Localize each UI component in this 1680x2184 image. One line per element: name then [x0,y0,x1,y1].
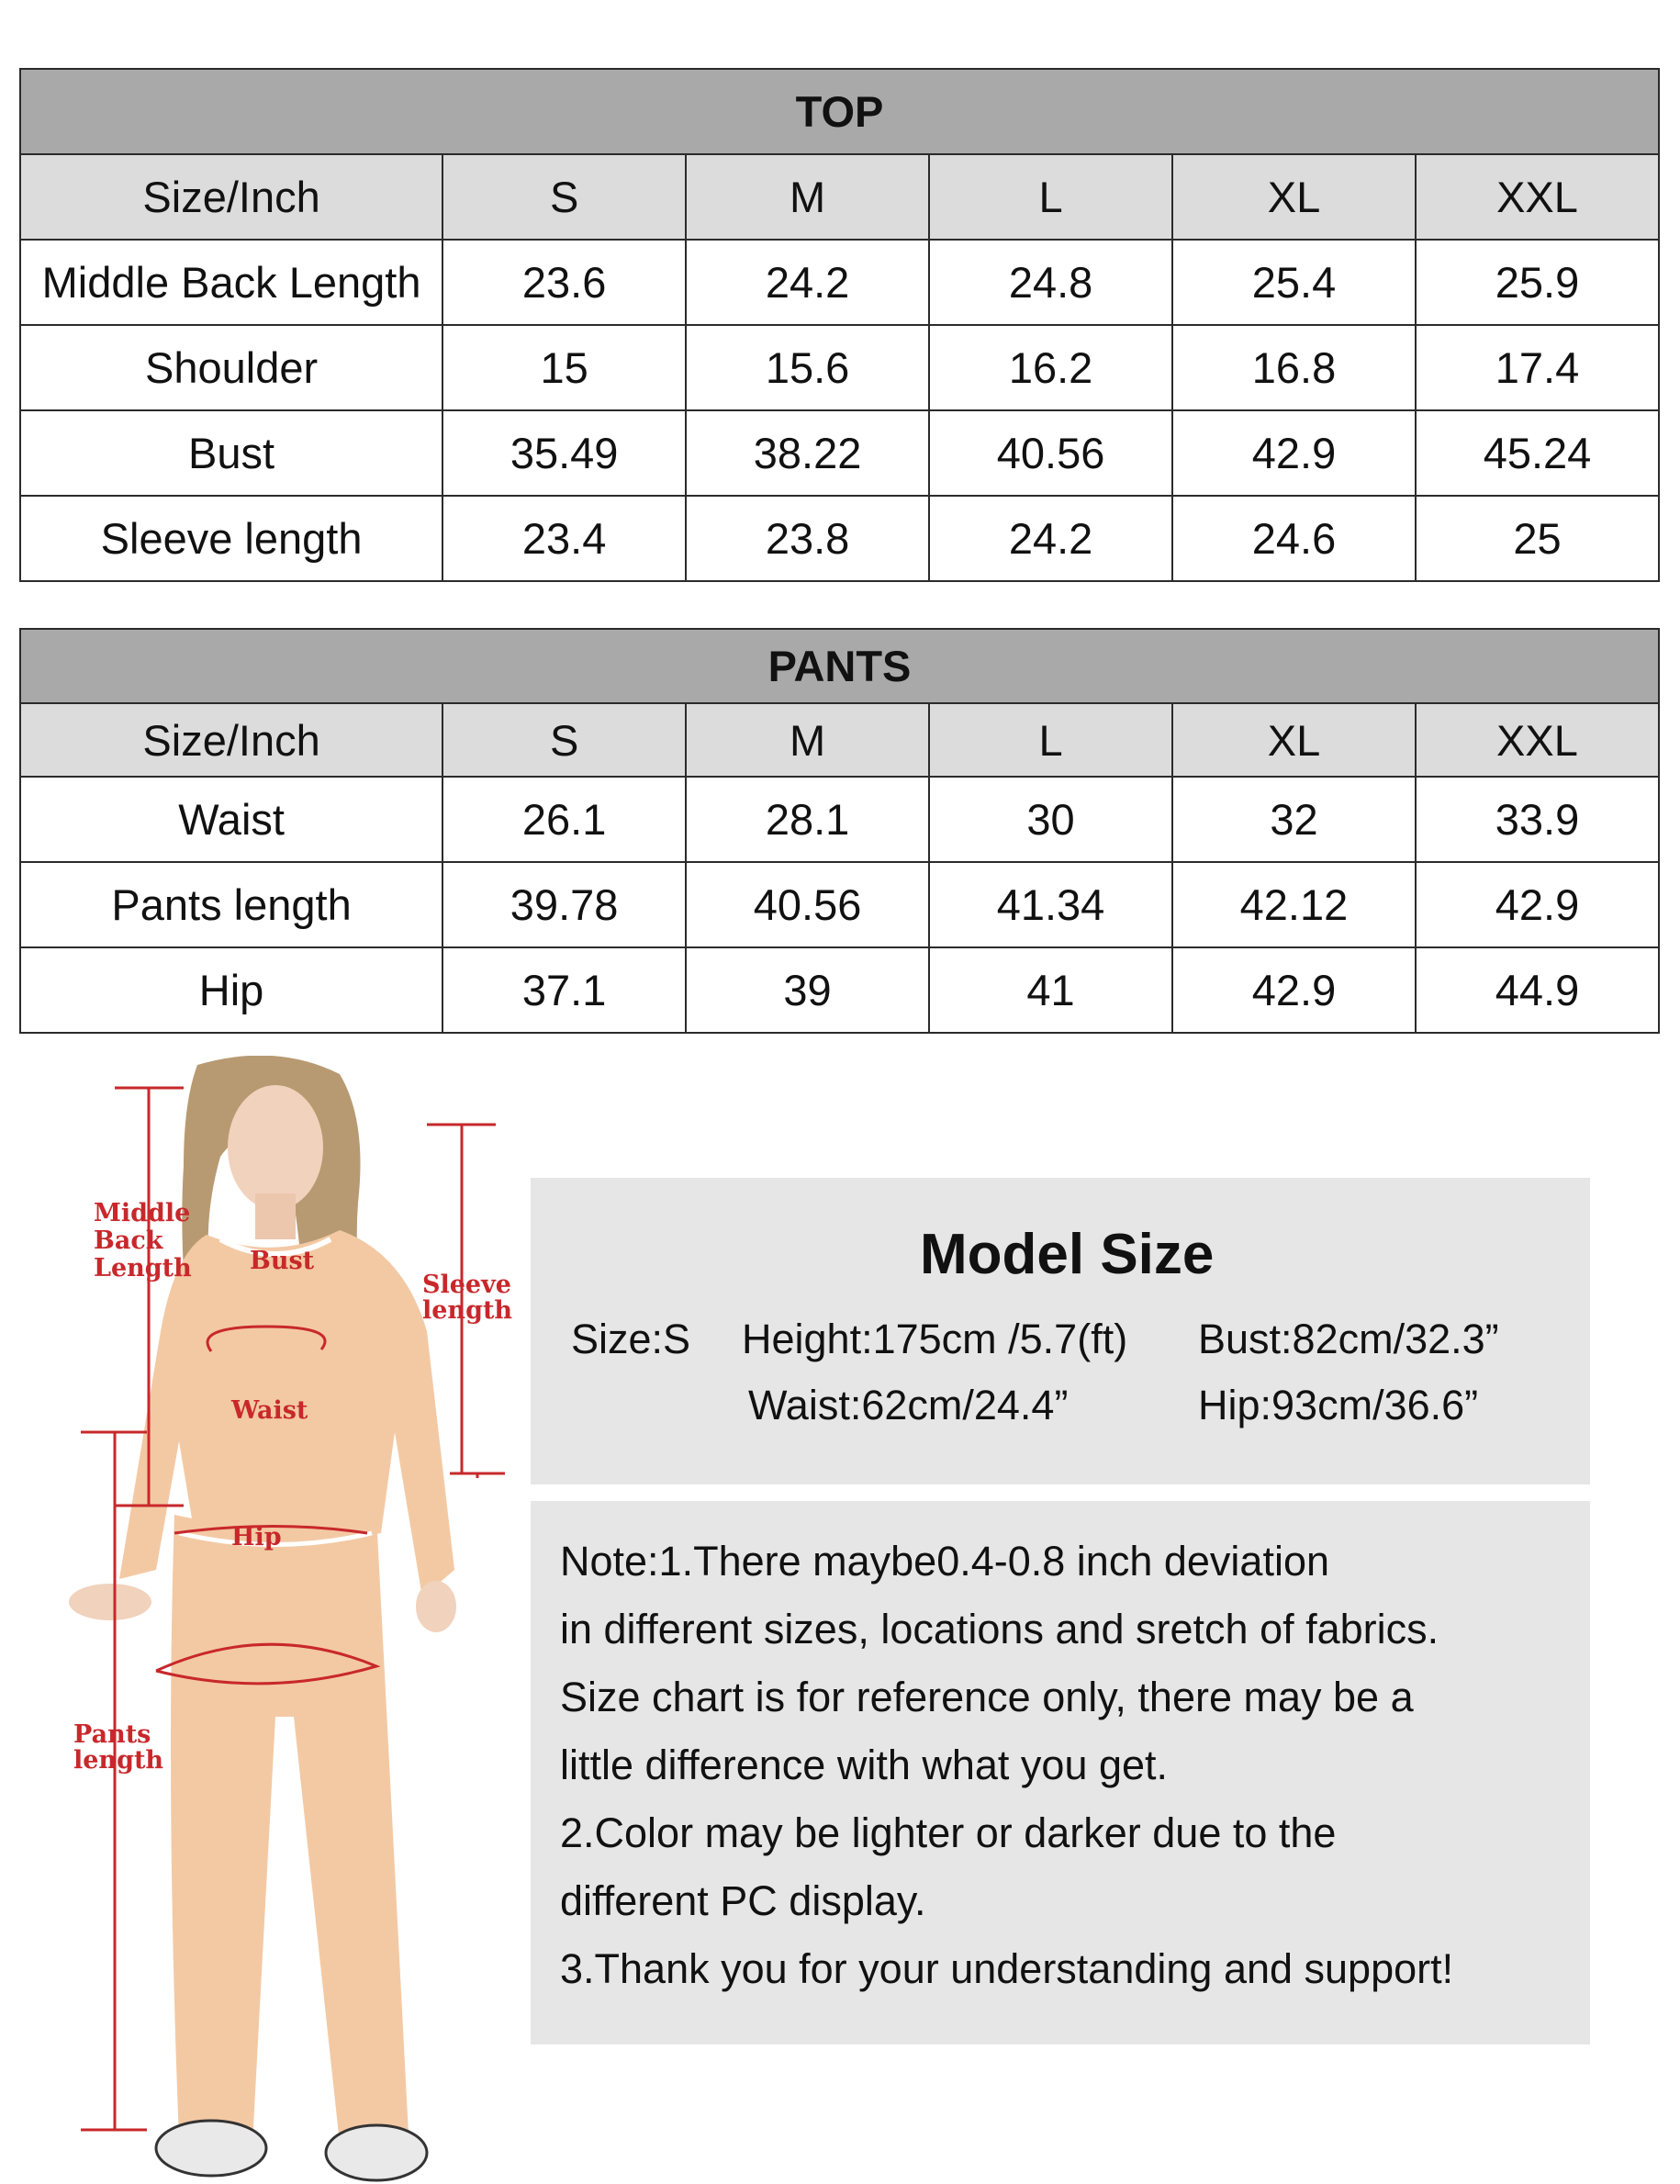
row-label: Pants length [20,862,442,947]
note-line: Size chart is for reference only, there may be a [560,1674,1414,1720]
cell: 25.4 [1172,240,1416,325]
label-middle-back-line3: Length [94,1254,192,1282]
header-xxl: XXL [1416,703,1659,777]
cell: 42.9 [1172,410,1416,496]
row-label: Bust [20,410,442,496]
cell: 15.6 [686,325,929,410]
cell: 32 [1172,777,1416,862]
table-row [20,410,1659,496]
note-line: Note:1.There maybe0.4-0.8 inch deviation [560,1538,1329,1585]
header-s: S [442,154,686,240]
model-shoe-left [156,2121,266,2176]
cell: 28.1 [686,777,929,862]
cell: 15 [442,325,686,410]
model-face [228,1085,323,1210]
note-line: 2.Color may be lighter or darker due to the [560,1809,1337,1856]
cell: 42.9 [1416,862,1659,947]
row-label: Shoulder [20,325,442,410]
cell: 33.9 [1416,777,1659,862]
row-label: Sleeve length [20,496,442,581]
top-size-table [19,68,1660,582]
cell: 41 [929,947,1172,1033]
model-size-title: Model Size [920,1223,1215,1286]
header-l: L [929,703,1172,777]
table-row [20,947,1659,1033]
header-l: L [929,154,1172,240]
model-size-value: Size:S [571,1316,691,1362]
note-line: 3.Thank you for your understanding and support! [560,1945,1454,1992]
cell: 35.49 [442,410,686,496]
top-table-title: TOP [20,69,1659,154]
header-s: S [442,703,686,777]
model-waist-value: Waist:62cm/24.4” [748,1382,1069,1428]
cell: 42.9 [1172,947,1416,1033]
pants-table-title: PANTS [20,629,1659,703]
model-bust-value: Bust:82cm/32.3” [1198,1316,1499,1362]
header-xl: XL [1172,703,1416,777]
row-label: Waist [20,777,442,862]
cell: 39 [686,947,929,1033]
cell: 23.4 [442,496,686,581]
cell: 26.1 [442,777,686,862]
label-pants-line2: length [73,1746,164,1775]
model-hand-left [69,1584,151,1620]
cell: 24.8 [929,240,1172,325]
cell: 17.4 [1416,325,1659,410]
cell: 25 [1416,496,1659,581]
cell: 16.8 [1172,325,1416,410]
header-size-inch: Size/Inch [20,703,442,777]
label-middle-back-line2: Back [94,1226,163,1255]
pants-header-row [20,703,1659,777]
cell: 38.22 [686,410,929,496]
table-row [20,862,1659,947]
cell: 45.24 [1416,410,1659,496]
label-sleeve-line2: length [422,1296,513,1325]
table-row [20,777,1659,862]
cell: 23.8 [686,496,929,581]
note-line: little difference with what you get. [560,1742,1169,1788]
label-pants-line1: Pants [73,1720,151,1749]
cell: 16.2 [929,325,1172,410]
cell: 24.6 [1172,496,1416,581]
header-m: M [686,154,929,240]
model-measurement-figure [0,1056,514,2184]
model-size-panel [531,1178,1590,1484]
label-sleeve-line1: Sleeve [422,1271,511,1299]
cell: 23.6 [442,240,686,325]
table-row [20,325,1659,410]
cell: 40.56 [686,862,929,947]
cell: 37.1 [442,947,686,1033]
top-header-row [20,154,1659,240]
model-height-value: Height:175cm /5.7(ft) [742,1316,1128,1362]
header-xxl: XXL [1416,154,1659,240]
model-shoe-right [326,2125,427,2180]
model-hip-value: Hip:93cm/36.6” [1198,1382,1479,1428]
pants-size-table [19,628,1660,1034]
model-hand-right [416,1581,456,1632]
row-label: Middle Back Length [20,240,442,325]
cell: 39.78 [442,862,686,947]
header-size-inch: Size/Inch [20,154,442,240]
note-panel [531,1501,1590,2044]
label-bust: Bust [250,1247,315,1275]
cell: 24.2 [686,240,929,325]
note-line: in different sizes, locations and sretch of fabrics. [560,1606,1439,1652]
cell: 41.34 [929,862,1172,947]
table-row [20,496,1659,581]
row-label: Hip [20,947,442,1033]
model-pants [171,1515,409,2144]
label-hip: Hip [231,1523,282,1551]
cell: 44.9 [1416,947,1659,1033]
note-line: different PC display. [560,1877,926,1924]
label-waist: Waist [231,1396,308,1425]
table-row [20,240,1659,325]
cell: 42.12 [1172,862,1416,947]
cell: 25.9 [1416,240,1659,325]
cell: 40.56 [929,410,1172,496]
cell: 30 [929,777,1172,862]
label-middle-back-line1: Middle [94,1199,191,1227]
cell: 24.2 [929,496,1172,581]
header-m: M [686,703,929,777]
header-xl: XL [1172,154,1416,240]
model-neck [255,1193,296,1239]
